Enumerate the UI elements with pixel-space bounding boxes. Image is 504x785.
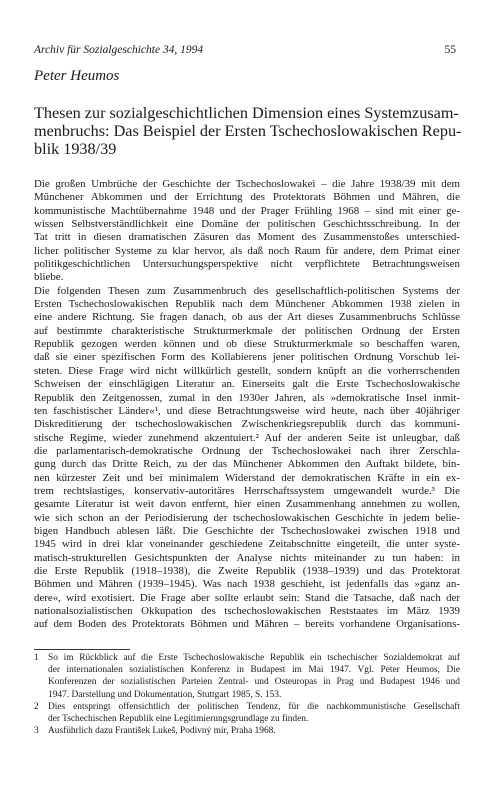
article-body [34, 178, 460, 632]
text-line: dere«, wird exotisiert. Die Frage aber sollte erlaubt sein: Stand die Tatsache, daß nach der [34, 591, 460, 604]
footnote-line: der internationalen sozialistischen Konferenz in Budapest im Mai 1947. Vgl. Peter Heumos, Die [48, 665, 460, 676]
text-line: Ersten Tschechoslowakischen Republik nach dem Münchener Abkommen 1938 zielen in [34, 298, 460, 311]
paragraph-2 [34, 285, 460, 632]
footnote-line: Ausführlich dazu František Lukeš, Podivný mír, Praha 1968. [48, 726, 276, 737]
author-name: Peter Heumos [34, 68, 120, 84]
text-line: daß sie einer spezifischen Form des Kollabierens jener politischen Ordnung Vorschub lei- [34, 351, 460, 364]
text-line: kommunistische Machtübernahme 1948 und der Prager Frühling 1968 – sind mit einer ge- [34, 204, 460, 217]
footnote-number: 1 [34, 653, 39, 663]
text-line: wissen Selbstverständlichkeit eine Domäne der politischen Geschichtsschreibung. In der [34, 218, 460, 231]
text-line: Republik gezogen werden können und ob diese Strukturmerkmale so beschaffen waren, [34, 338, 460, 351]
text-line: bliebe. [34, 271, 64, 284]
footnote-number: 2 [34, 701, 39, 712]
text-line: bigen Handbuch ablesen läßt. Die Geschichte der Tschechoslowakei zwischen 1918 und [34, 524, 460, 537]
footnote-line: 1947. Darstellung und Dokumentation, Stuttgart 1985, S. 153. [48, 689, 282, 700]
text-line: gung durch das Dritte Reich, zu der das Münchener Abkommen den Auftakt bildete, bin- [34, 458, 460, 471]
footnote-number: 3 [34, 726, 39, 737]
page-number: 55 [444, 44, 456, 56]
paragraph-1 [34, 178, 460, 285]
footnote-3 [34, 725, 460, 737]
text-line: stische Regime, wieder zunehmend akzentuiert.² Auf der anderen Seite ist unleugbar, daß [34, 431, 460, 444]
text-line: die Erste Republik (1918–1938), die Zweite Republik (1938–1939) und das Protektorat [34, 564, 460, 577]
text-line: nen kürzester Zeit und bei minimalem Widerstand der demokratischen Kräfte in ein ex- [34, 471, 460, 484]
text-line: wie sich schon an der Periodisierung der tschechoslowakischen Geschichte in jedem belie- [34, 511, 460, 524]
text-line: eine andere Richtung. Sie fragen danach, ob aus der Art dieses Zusammenbruchs Schlüsse [34, 311, 460, 324]
journal-citation: Archiv für Sozialgeschichte 34, 1994 [34, 44, 204, 56]
text-line: steten. Diese Frage wird nicht willkürlich gestellt, sondern knüpft an die vorherrschenden [34, 364, 460, 377]
text-line: Diskreditierung der tschechoslowakischen Zwischenkriegsrepublik durch das kommuni- [34, 418, 460, 431]
text-line: ten faschistischer Länder«¹, und diese Betrachtungsweise wird heute, nach über 40jähriger [34, 404, 460, 417]
text-line: gesamte Literatur ist weit davon entfernt, hier einen Zusammenhang annehmen zu wollen, [34, 498, 460, 511]
footnote-line: der Tschechischen Republik eine Legitimierungsgrundlage zu finden. [48, 713, 309, 724]
text-line: Die folgenden Thesen zum Zusammenbruch des gesellschaftlich-politischen Systems der [34, 284, 460, 297]
text-line: Münchener Abkommen und der Errichtung des Protektorats Böhmen und Mähren, die [34, 191, 460, 204]
footnote-line: Konferenzen der sozialistischen Parteien Zentral- und Osteuropas in Prag und Budapest 1946 und [48, 677, 460, 688]
text-line: Die großen Umbrüche der Geschichte der Tschechoslowakei – die Jahre 1938/39 mit dem [34, 178, 460, 190]
text-line: 1945 wird in drei klar voneinander geschiedene Zeitabschnitte eingeteilt, die unter syste- [34, 538, 460, 551]
text-line: matisch-strukturellen Gesichtspunkten der Analyse nichts miteinander zu tun haben: in [34, 551, 460, 564]
footnotes [34, 652, 460, 737]
footnote-line: Dies entspringt offensichtlich der politischen Tendenz, für die nachkommunistische Gesellschaft [48, 701, 460, 712]
title-line: blik 1938/39 [34, 140, 117, 158]
article-title [34, 104, 462, 158]
text-line: auf dem Boden des Protektorats Böhmen und Mähren – bereits vorhandene Organisations- [34, 618, 460, 631]
footnote-1 [34, 652, 460, 701]
text-line: Republik den Zeitgenossen, zumal in den 1930er Jahren, als »demokratische Insel inmit- [34, 391, 460, 404]
text-line: trem rechtslastiges, konservativ-autoritäres Herrschaftssystem umgewandelt wurde.³ Die [34, 484, 460, 497]
text-line: politikgeschichtlichen Untersuchungsperspektive nicht verpflichtete Betrachtungsweisen [34, 258, 460, 271]
text-line: Schweisen der einschlägigen Literatur an. Einerseits galt die Erste Tschechoslowakische [34, 378, 460, 391]
text-line: Tat tritt in diesen dramatischen Zäsuren das Moment des Zusammenstoßes unterschied- [34, 231, 460, 244]
title-line: menbruchs: Das Beispiel der Ersten Tschechoslowakischen Repu- [34, 122, 462, 140]
footnote-separator [34, 649, 130, 650]
running-head [34, 44, 456, 58]
text-line: auf bestimmte charakteristische Strukturmerkmale der politischen Ordnung der Ersten [34, 324, 460, 337]
text-line: Böhmen und Mähren (1939–1945). Was nach 1938 geschieht, ist jedenfalls das »ganz an- [34, 578, 460, 591]
text-line: licher politischer Systeme zu klar hervor, als daß noch Raum für andere, dem Primat einer [34, 244, 460, 257]
title-line: Thesen zur sozialgeschichtlichen Dimension eines Systemzusam- [34, 104, 459, 122]
footnote-line: So im Rückblick auf die Erste Tschechoslowakische Republik ein tschechischer Sozialdemokrat auf [48, 653, 460, 663]
text-line: die parlamentarisch-demokratische Ordnung der Tschechoslowakei nach ihrer Zerschla- [34, 444, 460, 457]
text-line: nationalsozialistischen Okkupation des tschechoslowakischen Reststaates im März 1939 [34, 605, 460, 617]
footnote-2 [34, 701, 460, 725]
